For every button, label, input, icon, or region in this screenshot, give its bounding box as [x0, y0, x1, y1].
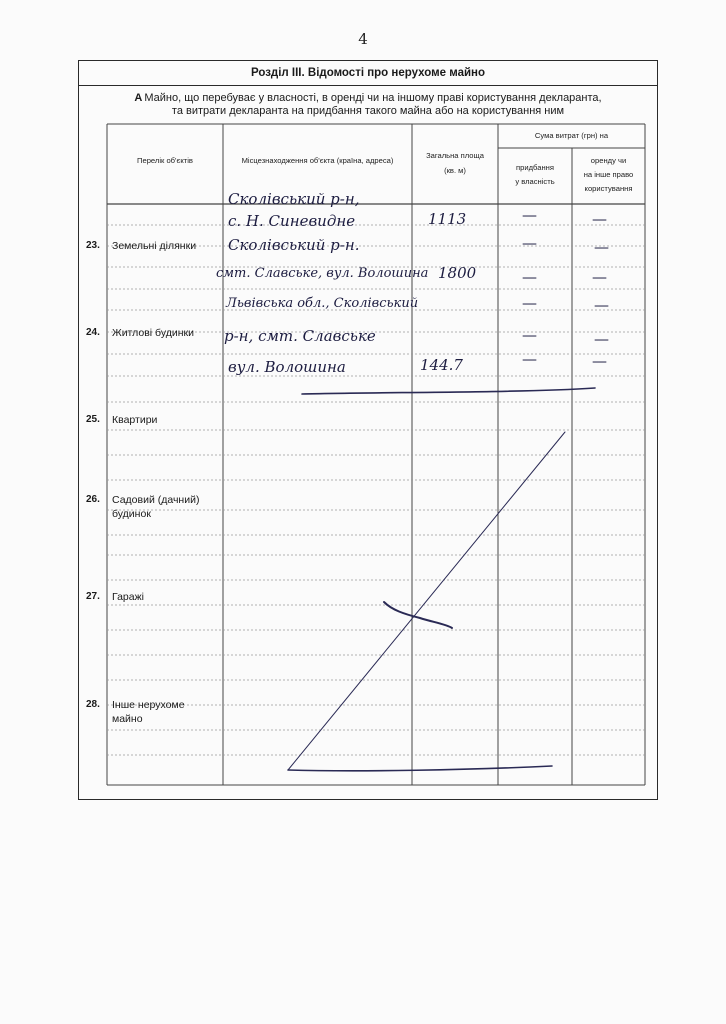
row-label-country-house-line1: Садовий (дачний) [112, 494, 200, 506]
page-number: 4 [358, 30, 368, 48]
col-header-area [412, 150, 498, 176]
row-number-28: 28. [86, 699, 100, 710]
dash-purchase-1: — [522, 206, 537, 224]
subsection-line2: та витрати декларанта на придбання такого майна або на користування ним [171, 105, 565, 117]
handwritten-land2-line2: смт. Славське, вул. Волошина [216, 266, 429, 281]
row-label-land: Земельні ділянки [112, 240, 197, 252]
col-header-rent-line2: на інше право [583, 170, 634, 179]
col-header-rent-line3: користування [584, 184, 633, 193]
handwritten-house-line3: вул. Волошина [228, 358, 346, 376]
handwritten-land1-line1: Сколівський р-н, [228, 190, 360, 208]
col-header-area-line1: Загальна площа [426, 151, 484, 160]
col-header-purchase-line2: у власність [515, 177, 555, 186]
col-header-purchase [498, 162, 572, 187]
dash-rent-1: — [592, 210, 607, 228]
subsection-letter: А [134, 92, 143, 104]
dash-rent-3: — [592, 268, 607, 286]
row-label-other-property-line2: майно [112, 713, 143, 725]
row-label-garages: Гаражі [112, 591, 144, 603]
col-header-expenses: Сума витрат (грн) на [534, 131, 609, 140]
col-header-rent-line1: оренду чи [590, 156, 627, 165]
col-header-location: Місцезнаходження об'єкта (країна, адреса) [241, 156, 394, 165]
col-header-object-list: Перелік об'єктів [137, 156, 193, 165]
row-number-26: 26. [86, 494, 100, 505]
handwritten-land1-area: 1113 [428, 210, 467, 228]
row-label-other-property-line1: Інше нерухоме [112, 699, 185, 711]
dash-rent-2: — [594, 238, 609, 256]
section-title: Розділ ІІІ. Відомості про нерухоме майно [78, 60, 658, 86]
handwritten-house-line1: Львівська обл., Сколівський [226, 296, 419, 311]
col-header-rent [572, 155, 645, 194]
dash-rent-6: — [592, 352, 607, 370]
row-label-apartments: Квартири [112, 414, 158, 426]
handwritten-land2-area: 1800 [438, 264, 477, 282]
dash-purchase-6: — [522, 350, 537, 368]
dash-purchase-2: — [522, 234, 537, 252]
subsection-line1: Майно, що перебуває у власності, в оренді чи на іншому праві користування декларанта, [144, 92, 602, 104]
row-number-23: 23. [86, 240, 100, 251]
handwritten-land1-line2: с. Н. Синевидне [228, 212, 356, 230]
row-number-27: 27. [86, 591, 100, 602]
handwritten-land2-line1: Сколівський р-н. [228, 236, 360, 254]
row-number-25: 25. [86, 414, 100, 425]
dash-rent-4: — [594, 296, 609, 314]
dash-purchase-3: — [522, 268, 537, 286]
col-header-purchase-line1: придбання [516, 163, 554, 172]
handwritten-house-area: 144.7 [420, 356, 463, 374]
dash-purchase-5: — [522, 326, 537, 344]
row-label-country-house [112, 493, 222, 521]
row-label-houses: Житлові будинки [112, 327, 194, 339]
dash-rent-5: — [594, 330, 609, 348]
row-number-24: 24. [86, 327, 100, 338]
row-label-other-property [112, 698, 222, 726]
col-header-area-line2: (кв. м) [444, 166, 466, 175]
dash-purchase-4: — [522, 294, 537, 312]
row-label-country-house-line2: будинок [112, 508, 151, 520]
handwritten-house-line2: р-н, смт. Славське [224, 327, 376, 345]
